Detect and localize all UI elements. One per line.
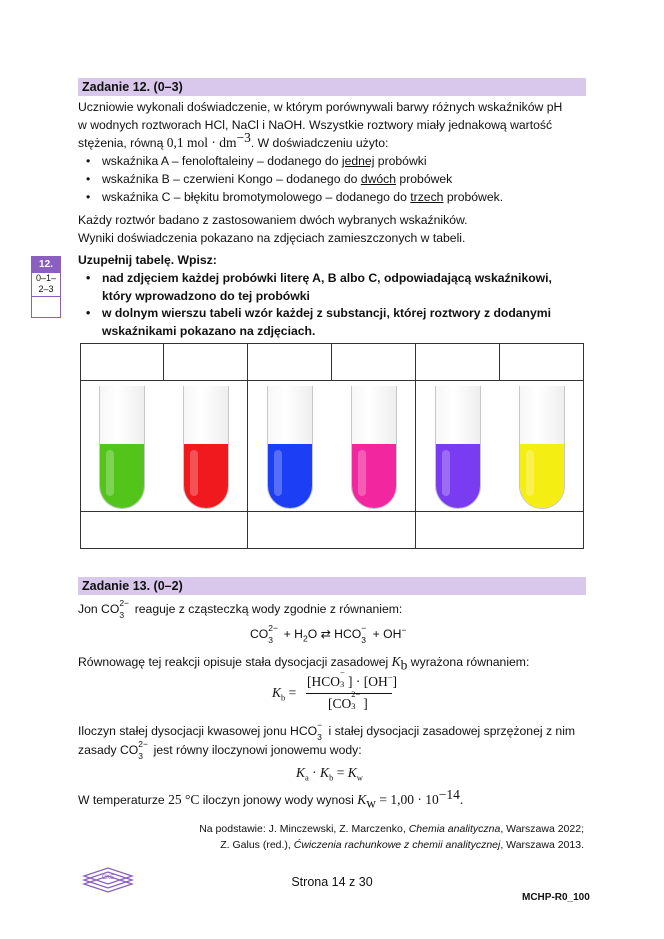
bullet-indicator-c: • wskaźnika C – błękitu bromotymolowego – dodanego do trzech probówek.	[88, 188, 503, 206]
task13-header: Zadanie 13. (0–2)	[78, 577, 586, 595]
substance-cell-1[interactable]	[81, 512, 247, 548]
answer-cell-tube-6[interactable]	[500, 344, 583, 380]
source-line-1: Na podstawie: J. Minczewski, Z. Marczenko, Chemia analityczna, Warszawa 2022;	[199, 823, 584, 835]
tube-liquid	[100, 444, 144, 508]
substance-cell-2[interactable]	[248, 512, 415, 548]
bullet-indicator-a: • wskaźnika A – fenoloftaleiny – dodanego do jednej probówki	[88, 152, 427, 170]
score-points: 0–1–2–3	[35, 273, 57, 294]
instruction-bullet-2: • w dolnym wierszu tabeli wzór każdej z substancji, której roztwory z dodanymi	[88, 304, 551, 322]
tube-liquid	[520, 444, 564, 508]
task13-line4: zasady CO 2− 3 jest równy iloczynowi jonowemu wody:	[78, 739, 362, 761]
answer-cell-tube-4[interactable]	[332, 344, 415, 380]
task13-line5: W temperaturze 25 °C iloczyn jonowy wody wynosi $K_w = 1,00 \cdot 10^{-14}$.	[78, 786, 464, 811]
test-tube-3	[267, 386, 313, 509]
intro3-post: . W doświadczeniu użyto:	[250, 136, 389, 150]
answer-cell-tube-3[interactable]	[248, 344, 331, 380]
concentration-exp: −3	[236, 129, 251, 145]
test-tube-5	[435, 386, 481, 509]
tube-liquid	[268, 444, 312, 508]
page-number: Strona 14 z 30	[291, 875, 373, 889]
reaction-equation: CO 2− 3 + $H_2O$ ⇄ HCO − 3 + OH−	[250, 623, 407, 645]
cke-logo-text: CKE	[101, 875, 115, 881]
concentration: 0,1 mol · dm	[166, 135, 237, 150]
score-task-number: 12.	[32, 257, 60, 273]
ka-kb-equation: $K_a \cdot K_b = K_w$	[296, 765, 363, 783]
tube-liquid	[436, 444, 480, 508]
task12-intro-line2: w wodnych roztworach HCl, NaCl i NaOH. Wszystkie roztwory miały jednakową wartość	[78, 118, 553, 132]
test-tube-2	[183, 386, 229, 509]
task12-para2: Wyniki doświadczenia pokazano na zdjęciach zamieszczonych w tabeli.	[78, 231, 466, 245]
task12-para1: Każdy roztwór badano z zastosowaniem dwóch wybranych wskaźników.	[78, 213, 468, 227]
answer-cell-tube-2[interactable]	[164, 344, 247, 380]
table-row-divider	[80, 380, 584, 381]
score-separator	[32, 296, 60, 297]
task13-line1: Jon CO 2− 3 reaguje z cząsteczką wody zgodnie z równaniem:	[78, 598, 403, 620]
exam-code: MCHP-R0_100	[522, 892, 590, 903]
task12-intro-line1: Uczniowie wykonali doświadczenie, w którym porównywali barwy różnych wskaźników pH	[78, 100, 563, 114]
test-tube-1	[99, 386, 145, 509]
tube-liquid	[184, 444, 228, 508]
substance-cell-3[interactable]	[416, 512, 583, 548]
answer-cell-tube-1[interactable]	[81, 344, 163, 380]
kb-lhs: $K_b$ =	[272, 685, 297, 703]
task12-header: Zadanie 12. (0–3)	[78, 78, 586, 96]
task13-line2: Równowagę tej reakcji opisuje stała dysocjacji zasadowej $K_b$ wyrażona równaniem:	[78, 654, 530, 673]
instruction-bullet-2-cont: wskaźnikami pokazano na zdjęciach.	[102, 324, 316, 338]
test-tube-4	[351, 386, 397, 509]
kb-numerator: [HCO − 3 ] · [OH−]	[307, 667, 398, 689]
tube-liquid	[352, 444, 396, 508]
bullet-indicator-b: • wskaźnika B – czerwieni Kongo – dodanego do dwóch probówek	[88, 170, 452, 188]
task12-instruction-title: Uzupełnij tabelę. Wpisz:	[78, 253, 217, 267]
task12-intro-line3	[78, 129, 389, 152]
test-tube-6	[519, 386, 565, 509]
intro3-pre: stężenia, równą	[78, 136, 167, 150]
instruction-bullet-1-cont: który wprowadzono do tej probówki	[102, 289, 310, 303]
task13-line3: Iloczyn stałej dysocjacji kwasowej jonu HCO − 3 i stałej dysocjacji zasadowej sprzężonej z nim	[78, 720, 576, 742]
kb-denominator: [CO 2− 3 ]	[328, 689, 368, 711]
instruction-bullet-1: • nad zdjęciem każdej probówki literę A, B albo C, odpowiadającą wskaźnikowi,	[88, 269, 552, 287]
answer-cell-tube-5[interactable]	[416, 344, 499, 380]
score-box	[31, 256, 61, 318]
kb-fraction-bar	[306, 693, 392, 694]
source-line-2: Z. Galus (red.), Ćwiczenia rachunkowe z chemii analitycznej, Warszawa 2013.	[220, 839, 584, 851]
